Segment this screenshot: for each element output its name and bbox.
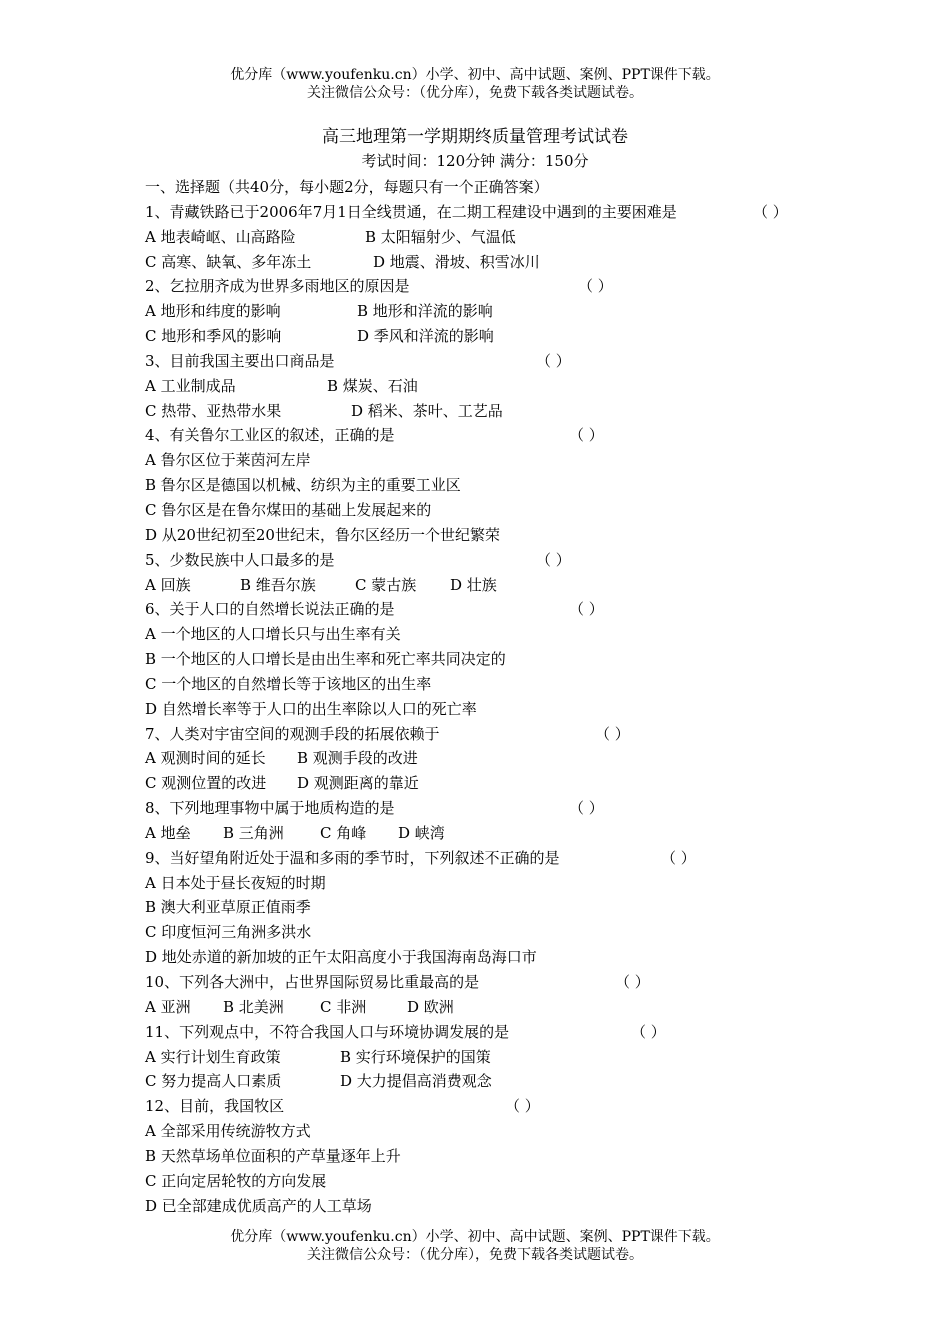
option: D 壮族	[450, 575, 497, 594]
option: B 观测手段的改进	[297, 749, 418, 768]
option: A 回族	[145, 575, 191, 594]
option: D 已全部建成优质高产的人工草场	[145, 1196, 372, 1215]
option: D 欧洲	[407, 997, 454, 1016]
answer-paren: （ ）	[631, 1022, 666, 1041]
option: A 地垒	[145, 823, 191, 842]
exam-subtitle: 考试时间：120分钟 满分：150分	[361, 152, 589, 170]
option: A 日本处于昼长夜短的时期	[145, 873, 326, 892]
option: C 印度恒河三角洲多洪水	[145, 923, 312, 942]
option: A 地表崎岖、山高路险	[145, 227, 296, 246]
option-row	[145, 299, 845, 324]
option-row	[145, 250, 845, 275]
header-line-1: 优分库（www.youfenku.cn）小学、初中、高中试题、案例、PPT课件下载。	[230, 67, 720, 83]
exam-body	[145, 175, 845, 1218]
answer-paren: （ ）	[753, 202, 788, 221]
option: A 地形和纬度的影响	[145, 302, 281, 321]
option-row	[145, 1169, 845, 1194]
option: C 角峰	[320, 823, 367, 842]
question-text: 4、有关鲁尔工业区的叙述，正确的是	[145, 426, 395, 445]
option: D 从20世纪初至20世纪末，鲁尔区经历一个世纪繁荣	[145, 525, 500, 544]
option: A 亚洲	[145, 997, 191, 1016]
option-row	[145, 1144, 845, 1169]
option-row	[145, 324, 845, 349]
option: D 地处赤道的新加坡的正午太阳高度小于我国海南岛海口市	[145, 948, 537, 967]
answer-paren: （ ）	[569, 426, 604, 445]
question-text: 5、少数民族中人口最多的是	[145, 550, 335, 569]
question-text: 8、下列地理事物中属于地质构造的是	[145, 799, 395, 818]
option: B 煤炭、石油	[327, 376, 418, 395]
option-row	[145, 225, 845, 250]
option: D 峡湾	[398, 823, 445, 842]
option: A 一个地区的人口增长只与出生率有关	[145, 625, 401, 644]
option-row	[145, 573, 845, 598]
option-row	[145, 995, 845, 1020]
option: D 季风和洋流的影响	[357, 327, 494, 346]
option: B 维吾尔族	[240, 575, 316, 594]
option-row	[145, 746, 845, 771]
footer-line-2: 关注微信公众号：（优分库），免费下载各类试题试卷。	[307, 1247, 643, 1263]
answer-paren: （ ）	[505, 1097, 540, 1116]
question-stem	[145, 548, 845, 573]
question-text: 2、乞拉朋齐成为世界多雨地区的原因是	[145, 277, 410, 296]
question-stem	[145, 970, 845, 995]
option: C 高寒、缺氧、多年冻土	[145, 252, 312, 271]
option: A 观测时间的延长	[145, 749, 266, 768]
option-row	[145, 374, 845, 399]
option-row	[145, 647, 845, 672]
option-row	[145, 448, 845, 473]
question-stem	[145, 1094, 845, 1119]
option: A 鲁尔区位于莱茵河左岸	[145, 451, 311, 470]
option-row	[145, 895, 845, 920]
question-stem	[145, 722, 845, 747]
option-row	[145, 498, 845, 523]
option-row	[145, 945, 845, 970]
option-row	[145, 821, 845, 846]
question-text: 12、目前，我国牧区	[145, 1097, 285, 1116]
option: B 太阳辐射少、气温低	[365, 227, 516, 246]
option: D 大力提倡高消费观念	[340, 1072, 492, 1091]
option: C 观测位置的改进	[145, 774, 267, 793]
answer-paren: （ ）	[615, 973, 650, 991]
answer-paren: （ ）	[536, 550, 571, 569]
question-stem	[145, 796, 845, 821]
exam-title: 高三地理第一学期期终质量管理考试试卷	[322, 127, 628, 147]
option: C 地形和季风的影响	[145, 327, 282, 346]
option: C 蒙古族	[355, 575, 417, 594]
question-text: 7、人类对宇宙空间的观测手段的拓展依赖于	[145, 724, 440, 743]
page-header	[0, 66, 950, 102]
option: B 地形和洋流的影响	[357, 302, 493, 321]
option-row	[145, 1045, 845, 1070]
answer-paren: （ ）	[536, 351, 571, 370]
question-stem	[145, 597, 845, 622]
question-text: 9、当好望角附近处于温和多雨的季节时，下列叙述不正确的是	[145, 848, 560, 867]
question-stem	[145, 200, 845, 225]
option-row	[145, 1119, 845, 1144]
answer-paren: （ ）	[595, 724, 630, 743]
header-line-2: 关注微信公众号：（优分库），免费下载各类试题试卷。	[307, 85, 643, 101]
answer-paren: （ ）	[578, 277, 613, 296]
answer-paren: （ ）	[661, 848, 696, 867]
option: A 实行计划生育政策	[145, 1047, 281, 1066]
option-row	[145, 672, 845, 697]
option: C 努力提高人口素质	[145, 1072, 282, 1091]
question-stem	[145, 274, 845, 299]
option: B 天然草场单位面积的产草量逐年上升	[145, 1146, 401, 1165]
option: C 一个地区的自然增长等于该地区的出生率	[145, 674, 432, 693]
question-text: 10、下列各大洲中，占世界国际贸易比重最高的是	[145, 973, 480, 991]
option: D 地震、滑坡、积雪冰川	[373, 252, 540, 271]
option: B 一个地区的人口增长是由出生率和死亡率共同决定的	[145, 650, 506, 669]
option: C 热带、亚热带水果	[145, 401, 282, 420]
option: C 正向定居轮牧的方向发展	[145, 1171, 327, 1190]
option-row	[145, 1194, 845, 1219]
option: A 全部采用传统游牧方式	[145, 1122, 311, 1141]
question-text: 11、下列观点中，不符合我国人口与环境协调发展的是	[145, 1022, 510, 1041]
option-row	[145, 697, 845, 722]
answer-paren: （ ）	[569, 799, 604, 818]
question-text: 3、目前我国主要出口商品是	[145, 351, 335, 370]
option-row	[145, 1069, 845, 1094]
option-row	[145, 622, 845, 647]
page-footer	[0, 1228, 950, 1264]
option: B 鲁尔区是德国以机械、纺织为主的重要工业区	[145, 476, 461, 495]
option: D 观测距离的靠近	[297, 774, 419, 793]
option: B 北美洲	[223, 997, 284, 1016]
question-stem	[145, 846, 845, 871]
question-stem	[145, 423, 845, 448]
question-stem	[145, 1020, 845, 1045]
footer-line-1: 优分库（www.youfenku.cn）小学、初中、高中试题、案例、PPT课件下载。	[230, 1229, 720, 1245]
option: C 非洲	[320, 997, 367, 1016]
option: B 实行环境保护的国策	[340, 1047, 491, 1066]
question-text: 6、关于人口的自然增长说法正确的是	[145, 600, 395, 619]
answer-paren: （ ）	[569, 600, 604, 619]
question-stem	[145, 349, 845, 374]
option: C 鲁尔区是在鲁尔煤田的基础上发展起来的	[145, 500, 432, 519]
option-row	[145, 399, 845, 424]
option: D 稻米、茶叶、工艺品	[351, 401, 503, 420]
question-text: 1、青藏铁路已于2006年7月1日全线贯通，在二期工程建设中遇到的主要困难是	[145, 202, 677, 221]
option: B 三角洲	[223, 823, 284, 842]
option: D 自然增长率等于人口的出生率除以人口的死亡率	[145, 699, 477, 718]
option-row	[145, 920, 845, 945]
option: B 澳大利亚草原正值雨季	[145, 898, 311, 917]
section-heading: 一、选择题（共40分，每小题2分，每题只有一个正确答案）	[145, 178, 549, 196]
option-row	[145, 473, 845, 498]
option-row	[145, 523, 845, 548]
option-row	[145, 771, 845, 796]
option-row	[145, 871, 845, 896]
option: A 工业制成品	[145, 376, 236, 395]
